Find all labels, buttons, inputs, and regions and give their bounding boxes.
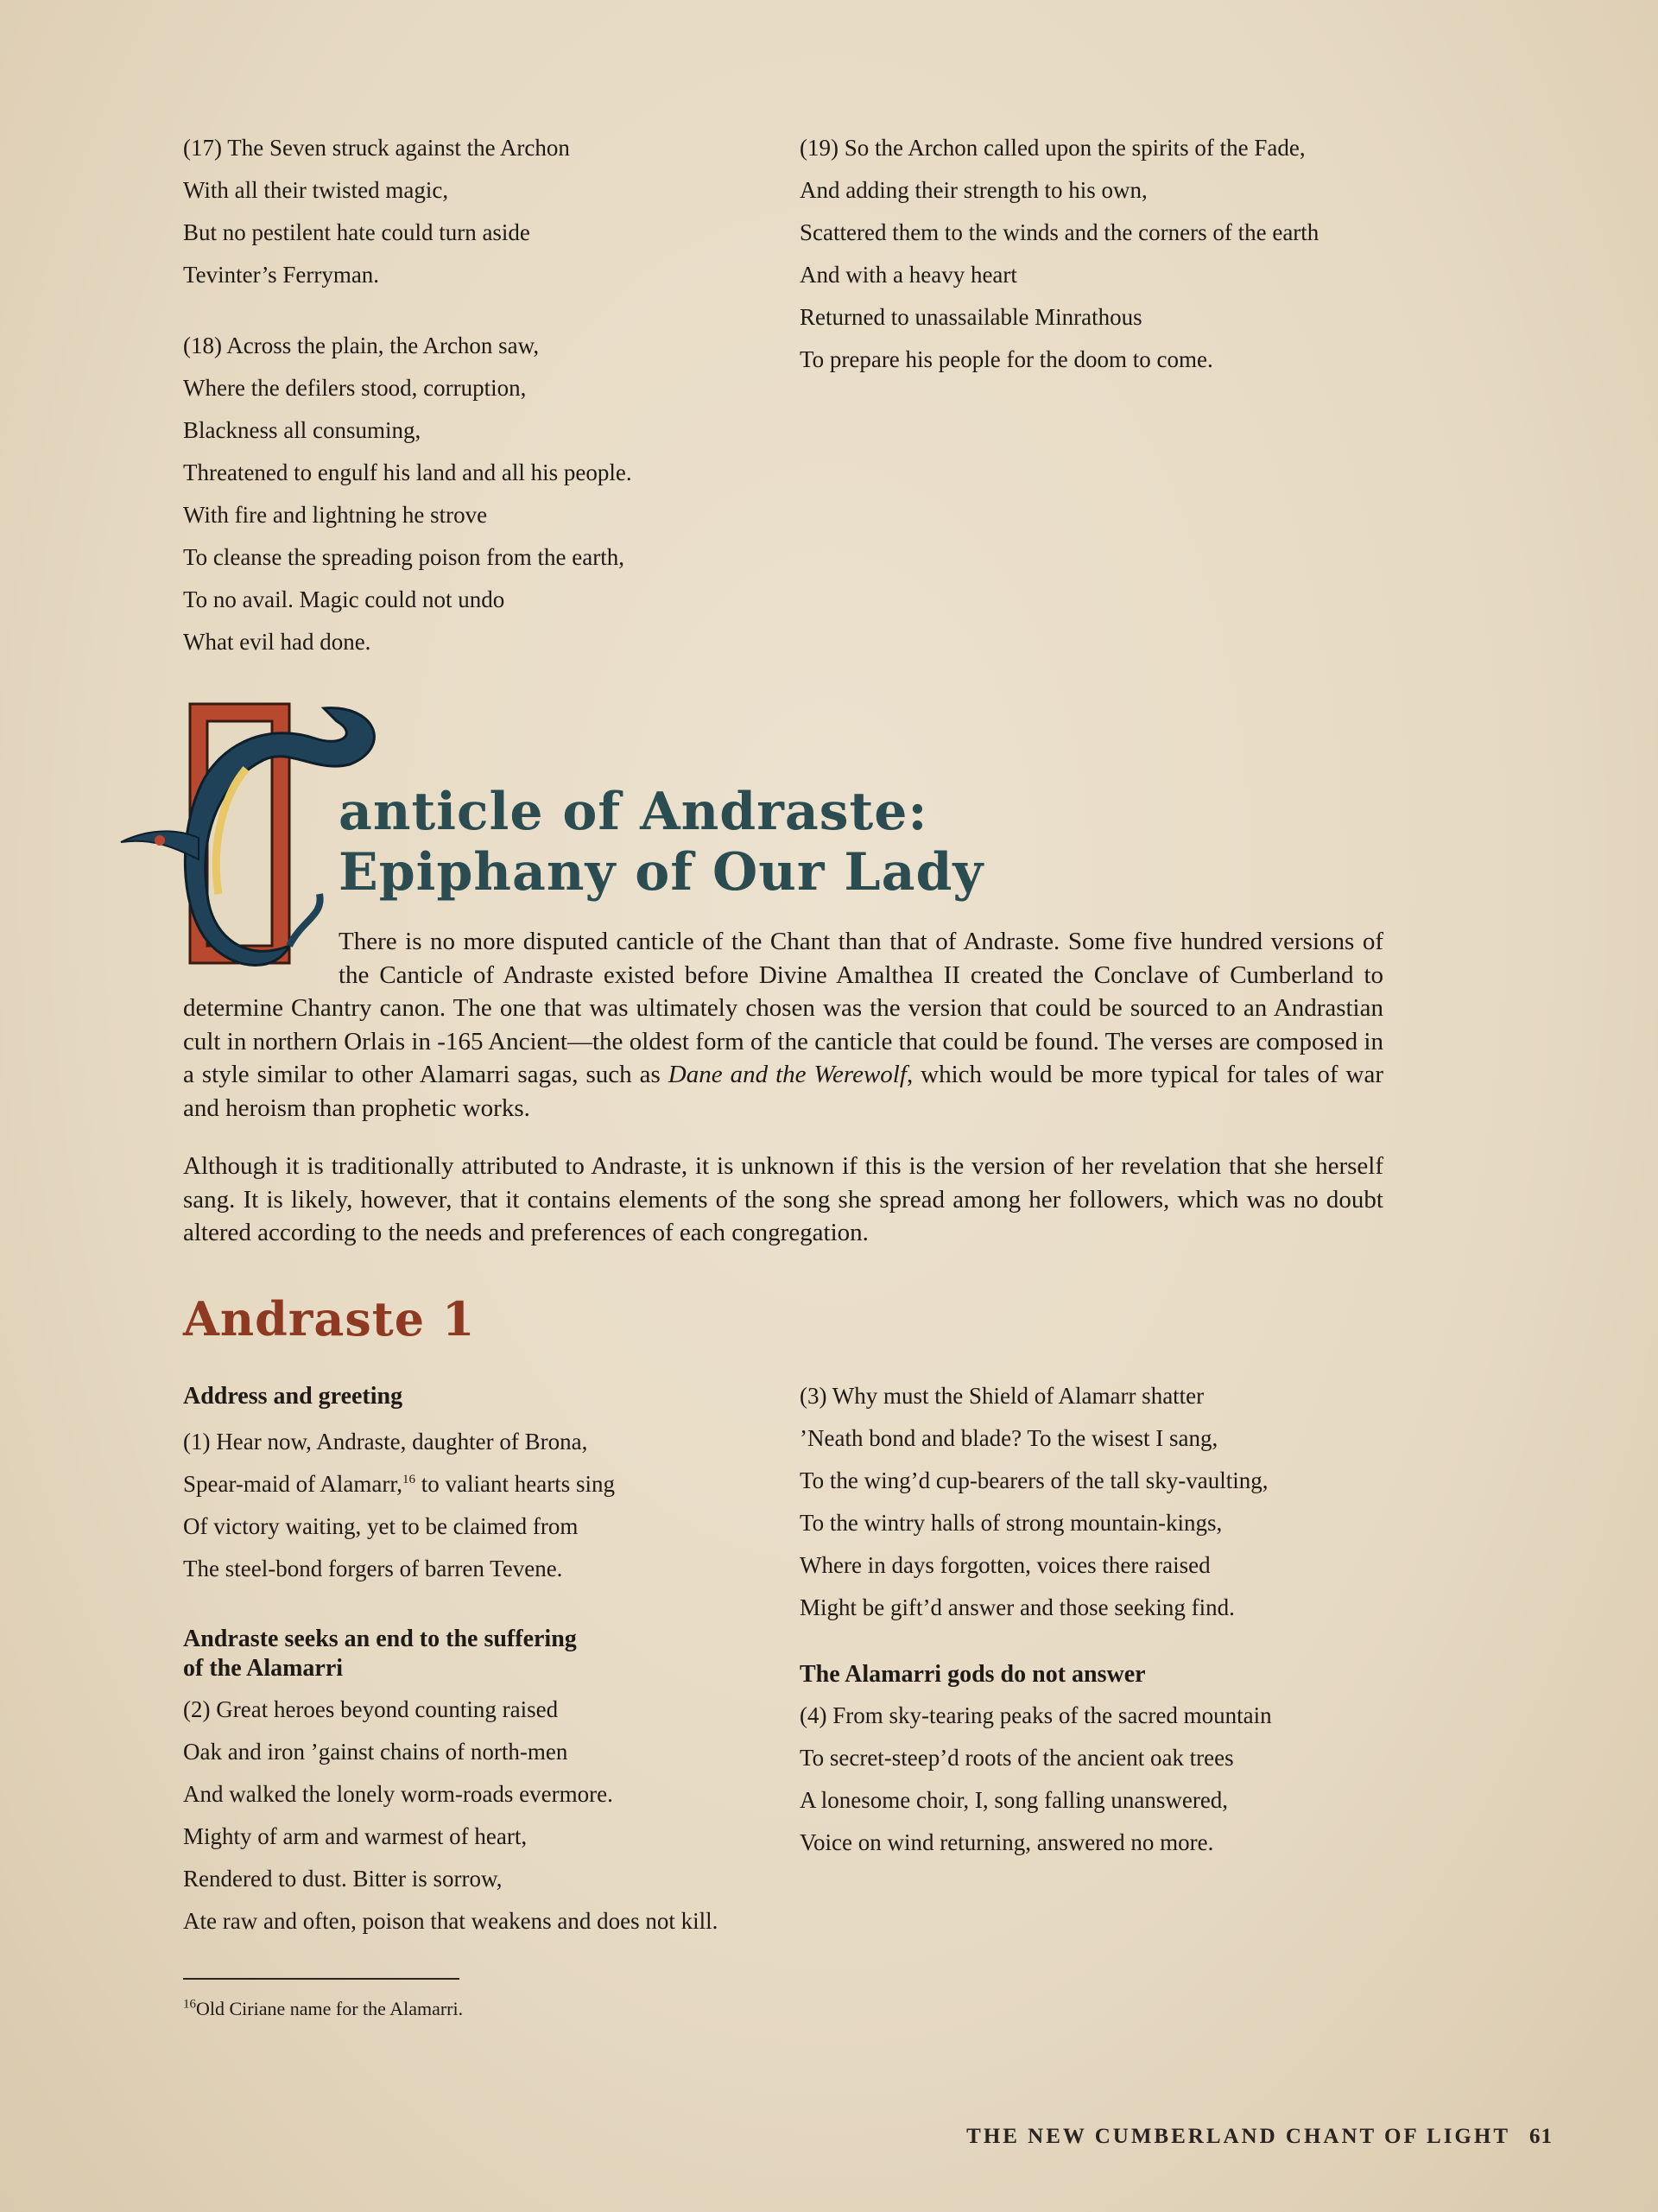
verse-line: And walked the lonely worm-roads evermore. (183, 1781, 613, 1807)
verse-line: To cleanse the spreading poison from the earth, (183, 544, 624, 570)
verse-line: With all their twisted magic, (183, 177, 449, 203)
verse-line: (19) So the Archon called upon the spirits of the Fade, (800, 135, 1306, 161)
verse-line: Of victory waiting, yet to be claimed from (183, 1513, 579, 1539)
attribution-paragraph: Although it is traditionally attributed to Andraste, it is unknown if this is the version of her revelation that she herself sang. It is likely, however, that it contains elements of the song she spread among her followers, which was no doubt altered according to the needs and preferences of each congregation. (183, 1152, 1383, 1246)
verse-line: Where in days forgotten, voices there raised (800, 1552, 1211, 1578)
stanza-1 (183, 1375, 788, 1590)
intro-text: There is no more disputed canticle of the Chant than that of Andraste. Some five hundred versions of the Canticle of Andraste existed before Divine Amalthea II created the Conclave of Cumberland to determine Chantry canon. The one that was ultimately chosen was the version that could be sourced to an Andrastian cult in northern Orlais in -165 Ancient—the oldest form of the canticle that could be found. The verses are composed in a style similar to other Alamarri sagas, such as (183, 928, 1383, 1088)
stanza-lines (183, 1689, 788, 1943)
verse-line: What evil had done. (183, 629, 371, 655)
verse-line: (3) Why must the Shield of Alamarr shatter (800, 1383, 1205, 1409)
page-footer (966, 2125, 1553, 2149)
footnote-divider (183, 1978, 459, 1980)
verse-line: The steel-bond forgers of barren Tevene. (183, 1556, 563, 1581)
verse-18 (183, 325, 788, 663)
verse-line: (2) Great heroes beyond counting raised (183, 1696, 559, 1722)
verse-line: Ate raw and often, poison that weakens and does not kill. (183, 1908, 718, 1934)
verse-line: Voice on wind returning, answered no more. (800, 1829, 1214, 1855)
verse-line: Blackness all consuming, (183, 417, 421, 443)
intro-paragraph (183, 925, 1383, 1125)
verse-19 (800, 127, 1404, 381)
book-title-italic: Dane and the Werewolf (668, 1061, 907, 1088)
verse-line: (1) Hear now, Andraste, daughter of Brona, (183, 1429, 588, 1455)
verse-line: (18) Across the plain, the Archon saw, (183, 333, 540, 358)
verse-line: Scattered them to the winds and the corners of the earth (800, 219, 1319, 245)
intro-text-end: , which would be more typical for tales of war and heroism than prophetic works. (183, 1061, 1384, 1122)
verse-line: To prepare his people for the doom to come. (800, 346, 1213, 372)
verse-line: Spear-maid of Alamarr,$^{16}$ to valiant hearts sing (183, 1471, 615, 1497)
verse-line: To the wintry halls of strong mountain-kings, (800, 1510, 1223, 1536)
section-title-line2: Epiphany of Our Lady (339, 842, 984, 903)
section-title-line1: anticle of Andraste: (339, 782, 928, 842)
page-number: 61 (1529, 2125, 1553, 2148)
verse-line: Oak and iron ’gainst chains of north-men (183, 1739, 568, 1765)
verse-line: And adding their strength to his own, (800, 177, 1148, 203)
verse-line: (17) The Seven struck against the Archon (183, 135, 570, 161)
verse-line: To the wing’d cup-bearers of the tall sky-vaulting, (800, 1467, 1269, 1493)
verse-line: (4) From sky-tearing peaks of the sacred mountain (800, 1702, 1272, 1728)
stanza-3 (800, 1375, 1404, 1629)
footnote-ref[interactable]: 16 (402, 1473, 416, 1486)
verse-line: But no pestilent hate could turn aside (183, 219, 530, 245)
verse-line: To no avail. Magic could not undo (183, 586, 505, 612)
stanza-2 (183, 1625, 788, 1943)
stanza-heading-line: of the Alamarri (183, 1655, 344, 1682)
verse-line: And with a heavy heart (800, 262, 1017, 288)
footnote (183, 1998, 463, 2020)
footnote-text: Old Ciriane name for the Alamarri. (196, 1998, 464, 2019)
verse-line: To secret-steep’d roots of the ancient oak trees (800, 1745, 1234, 1771)
stanza-4 (800, 1660, 1404, 1864)
verse-line: Rendered to dust. Bitter is sorrow, (183, 1866, 503, 1892)
verse-line: With fire and lightning he strove (183, 502, 488, 528)
stanza-heading: Address and greeting (183, 1383, 403, 1410)
verse-line: Returned to unassailable Minrathous (800, 304, 1142, 330)
verse-line: Mighty of arm and warmest of heart, (183, 1823, 528, 1849)
stanza-lines (800, 1695, 1404, 1864)
stanza-heading-line: Andraste seeks an end to the suffering (183, 1626, 577, 1652)
stanza-heading (183, 1625, 788, 1683)
verse-line: Where the defilers stood, corruption, (183, 375, 527, 401)
verse-line: Threatened to engulf his land and all his people. (183, 460, 632, 485)
verse-line: ’Neath bond and blade? To the wisest I sang, (800, 1425, 1218, 1451)
running-footer-title: THE NEW CUMBERLAND CHANT OF LIGHT (966, 2125, 1510, 2148)
andraste-1-heading: Andraste 1 (183, 1291, 476, 1347)
verse-line: Tevinter’s Ferryman. (183, 262, 380, 288)
section-title (339, 782, 984, 903)
verse-line: A lonesome choir, I, song falling unanswered, (800, 1787, 1229, 1813)
verse-line: Might be gift’d answer and those seeking find. (800, 1594, 1235, 1620)
footnote-number: 16 (183, 1997, 196, 2012)
stanza-heading: The Alamarri gods do not answer (800, 1661, 1146, 1688)
verse-17 (183, 127, 788, 296)
